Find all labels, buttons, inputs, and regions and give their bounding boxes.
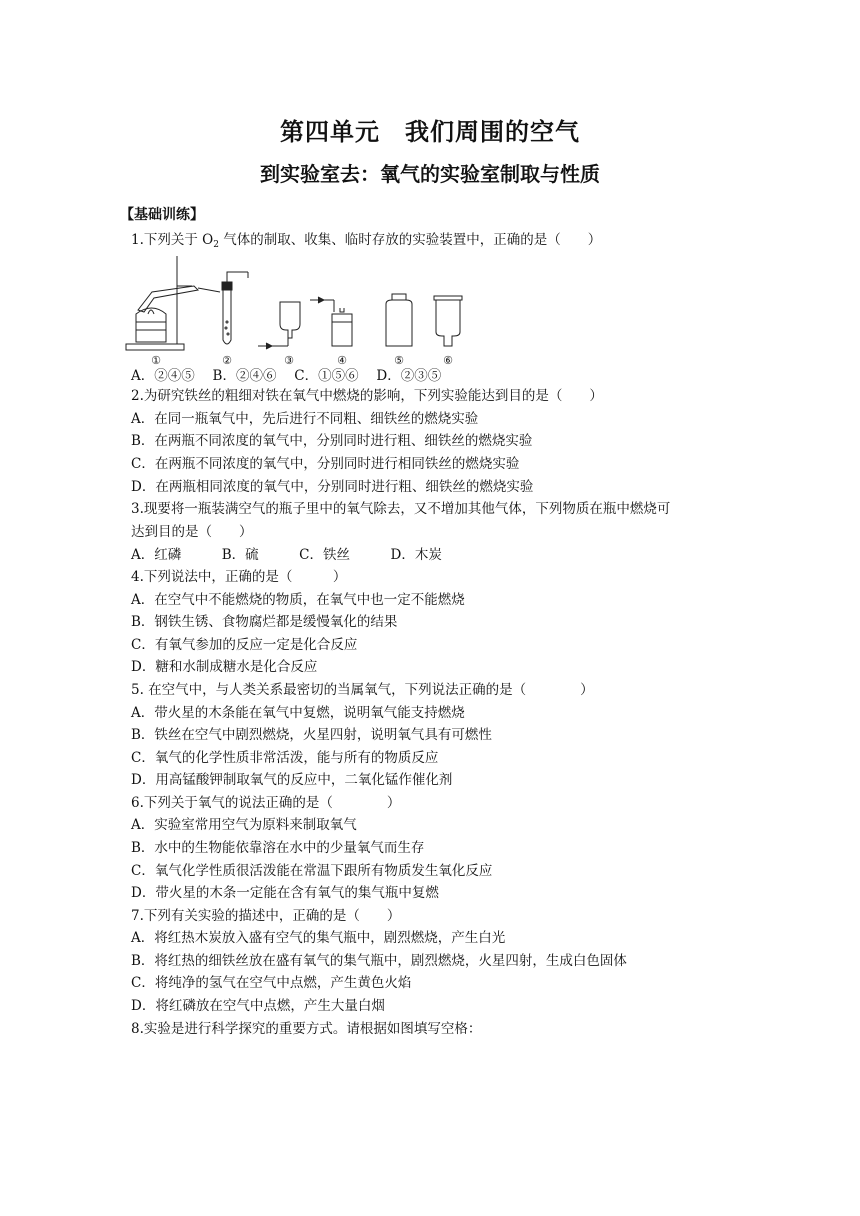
q1-stem-pre: 1.下列关于 O: [131, 232, 214, 248]
figure-label-3: ③: [284, 354, 294, 367]
q5-option-d: D．用高锰酸钾制取氧气的反应中，二氧化锰作催化剂: [131, 772, 453, 788]
q3-options: A．红磷 B．硫 C．铁丝 D．木炭: [131, 547, 442, 563]
page-title: 第四单元 我们周围的空气: [280, 118, 580, 146]
figure-label-1: ①: [151, 354, 161, 367]
q5-stem: 5. 在空气中，与人类关系最密切的当属氧气，下列说法正确的是（ ）: [131, 682, 594, 698]
q1-stem-post: 气体的制取、收集、临时存放的实验装置中，正确的是（ ）: [218, 232, 602, 248]
q2-stem: 2.为研究铁丝的粗细对铁在氧气中燃烧的影响，下列实验能达到目的是（ ）: [131, 388, 603, 404]
q7-option-c: C．将纯净的氢气在空气中点燃，产生黄色火焰: [131, 975, 412, 991]
q5-option-a: A．带火星的木条能在氧气中复燃，说明氧气能支持燃烧: [131, 705, 465, 721]
page-subtitle: 到实验室去：氧气的实验室制取与性质: [260, 162, 600, 186]
q1-stem-subscript: 2: [213, 240, 219, 250]
q7-option-b: B．将红热的细铁丝放在盛有氧气的集气瓶中，剧烈燃烧，火星四射，生成白色固体: [131, 953, 627, 969]
figure-label-2: ②: [222, 354, 232, 367]
q2-option-a: A．在同一瓶氧气中，先后进行不同粗、细铁丝的燃烧实验: [131, 411, 479, 427]
q5-option-b: B．铁丝在空气中剧烈燃烧，火星四射，说明氧气具有可燃性: [131, 727, 492, 743]
figure-label-5: ⑤: [394, 354, 404, 367]
apparatus-6-bottle-covered: [434, 296, 462, 346]
q4-option-d: D．糖和水制成糖水是化合反应: [131, 659, 318, 675]
q2-option-d: D．在两瓶相同浓度的氧气中，分别同时进行粗、细铁丝的燃烧实验: [131, 479, 534, 495]
q1-apparatus-figure: [122, 252, 482, 372]
section-heading: 【基础训练】: [120, 207, 204, 223]
q6-option-b: B．水中的生物能依靠溶在水中的少量氧气而生存: [131, 840, 425, 856]
q7-option-d: D．将红磷放在空气中点燃，产生大量白烟: [131, 998, 385, 1014]
q4-option-c: C．有氧气参加的反应一定是化合反应: [131, 637, 358, 653]
apparatus-5-bottle-upright: [386, 294, 412, 346]
q6-option-d: D．带火星的木条一定能在含有氧气的集气瓶中复燃: [131, 885, 439, 901]
apparatus-2-test-tube: [222, 272, 248, 344]
q6-option-c: C．氧气化学性质很活泼能在常温下跟所有物质发生氧化反应: [131, 863, 493, 879]
q4-option-b: B．钢铁生锈、食物腐烂都是缓慢氧化的结果: [131, 614, 398, 630]
q3-stem-line2: 达到目的是（ ）: [131, 524, 253, 540]
q4-stem: 4.下列说法中，正确的是（ ）: [131, 569, 347, 585]
q2-option-b: B．在两瓶不同浓度的氧气中，分别同时进行粗、细铁丝的燃烧实验: [131, 433, 533, 449]
q1-options: A．②④⑤ B．②④⑥ C．①⑤⑥ D．②③⑤: [131, 368, 442, 384]
q7-stem: 7.下列有关实验的描述中，正确的是（ ）: [131, 908, 401, 924]
apparatus-1-heating-stand: [126, 256, 220, 350]
q7-option-a: A．将红热木炭放入盛有空气的集气瓶中，剧烈燃烧，产生白光: [131, 930, 506, 946]
figure-label-4: ④: [337, 354, 347, 367]
q5-option-c: C．氧气的化学性质非常活泼，能与所有的物质反应: [131, 750, 439, 766]
apparatus-3-inverted-bottle: [258, 302, 300, 349]
q4-option-a: A．在空气中不能燃烧的物质，在氧气中也一定不能燃烧: [131, 592, 465, 608]
q6-option-a: A．实验室常用空气为原料来制取氧气: [131, 817, 357, 833]
q6-stem: 6.下列关于氧气的说法正确的是（ ）: [131, 795, 401, 811]
q2-option-c: C．在两瓶不同浓度的氧气中，分别同时进行相同铁丝的燃烧实验: [131, 456, 520, 472]
figure-label-6: ⑥: [443, 354, 453, 367]
q3-stem-line1: 3.现要将一瓶装满空气的瓶子里中的氧气除去，又不增加其他气体，下列物质在瓶中燃烧可: [131, 501, 671, 517]
q8-stem: 8.实验是进行科学探究的重要方式。请根据如图填写空格：: [131, 1021, 482, 1037]
apparatus-4-gas-bottle: [310, 297, 352, 346]
